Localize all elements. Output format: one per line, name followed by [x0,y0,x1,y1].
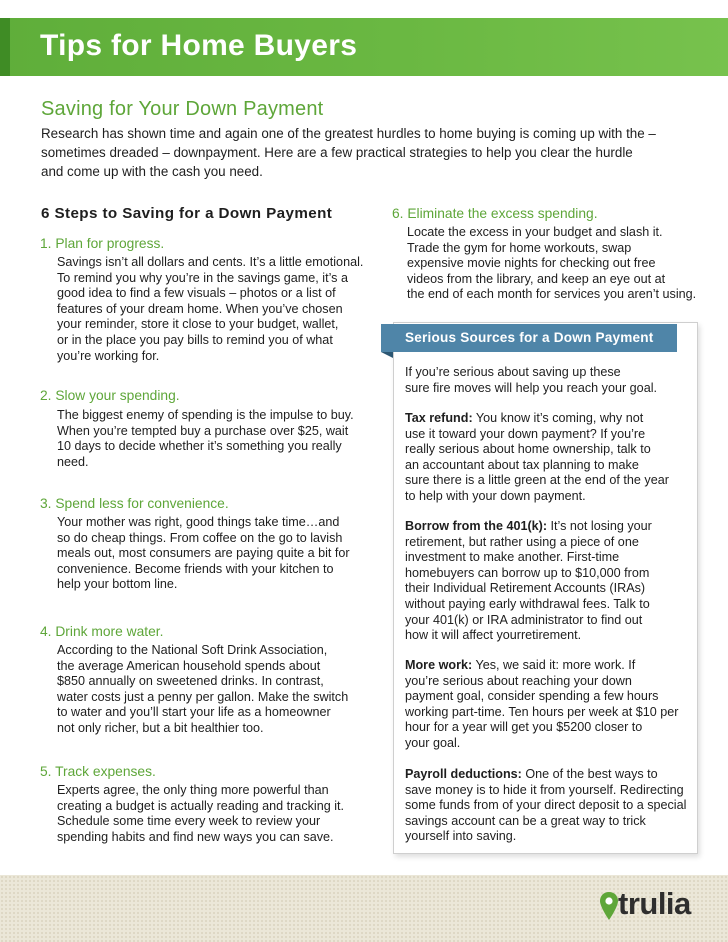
callout-item-label: Payroll deductions: [405,767,522,781]
step-title: 4. Drink more water. [40,624,164,639]
callout-item-text: Yes, we said it: more work. If [472,658,636,672]
step-line: meals out, most consumers are paying quite a bit for [57,546,350,561]
step-line: Your mother was right, good things take time…and [57,515,340,529]
step-line: convenience. Become friends with your kitchen to [57,561,334,576]
callout-line: your goal. [405,735,461,750]
callout-line: payment goal, consider spending a few hours [405,689,659,704]
step-body [57,643,375,737]
page-title: Tips for Home Buyers [40,29,358,62]
callout-line: investment to make another. First-time [405,550,620,565]
callout-line: savings account can be a great way to trick [405,813,646,828]
step-line: Schedule some time every week to review your [57,814,321,829]
callout-line: their Individual Retirement Accounts (IRAs) [405,581,646,596]
step-line: spending habits and find new ways you can save. [57,829,334,844]
step-line: Trade the gym for home workouts, swap [407,240,632,255]
callout-item-text: One of the best ways to [521,767,658,781]
callout-intro [405,365,697,396]
callout-item-payroll-deductions [405,767,697,845]
step-line: When you’re tempted buy a purchase over $25, wait [57,423,349,438]
step-line: to water and you’ll start your life as a homeowner [57,705,331,720]
step-line: Experts agree, the only thing more powerful than [57,783,329,797]
step-line: your reminder, store it close to your budget, wallet, [57,317,339,332]
trulia-logo[interactable] [598,886,698,926]
callout-title: Serious Sources for a Down Payment [405,330,654,345]
step-line: need. [57,454,89,469]
callout-line: homebuyers can borrow up to $10,000 from [405,565,650,580]
step-line: the average American household spends about [57,658,321,673]
callout-item-text: It’s not losing your [547,519,652,533]
callout-line: sure fire moves will help you reach your goal. [405,380,657,395]
callout-line: use it toward your down payment? If you’re [405,426,646,441]
step-body [407,225,722,303]
step-line: good idea to find a few visuals – photos or a list of [57,286,336,301]
callout-line: really serious about home ownership, talk to [405,442,651,457]
header-bar [0,18,728,76]
step-line: $850 annually on sweetened drinks. In contrast, [57,674,324,689]
callout-item-borrow-401k [405,519,697,644]
section-title: Saving for Your Down Payment [41,98,324,120]
callout-line: If you’re serious about saving up these [405,365,621,379]
callout-item-tax-refund [405,411,697,505]
callout-line: you’re serious about reaching your down [405,673,632,688]
step-line: According to the National Soft Drink Association, [57,643,328,657]
step-line: you’re working for. [57,348,160,363]
intro-line: and come up with the cash you need. [41,163,263,179]
step-body [57,255,375,364]
step-body [57,408,375,470]
callout-line: hour for a year will get you $5200 closer to [405,720,643,735]
callout-line: your 401(k) or IRA administrator to find out [405,612,643,627]
callout-line: save money is to hide it from yourself. Redirecting [405,782,684,797]
callout-item-text: You know it’s coming, why not [472,411,644,425]
steps-heading: 6 Steps to Saving for a Down Payment [41,205,333,222]
callout-item-more-work [405,658,697,752]
intro-paragraph [41,125,691,181]
callout-line: without paying early withdrawal fees. Talk to [405,596,650,611]
callout-line: working part-time. Ten hours per week at $10 per [405,704,679,719]
step-line: the end of each month for services you aren’t using. [407,287,697,302]
step-line: so do cheap things. From coffee on the go to lavish [57,530,343,545]
callout-line: how it will affect yourretirement. [405,628,582,643]
step-line: expensive movie nights for checking out free [407,256,656,271]
step-line: To remind you why you’re in the savings game, it’s a [57,270,348,285]
step-line: water costs just a penny per gallon. Make the switch [57,689,349,704]
step-line: creating a budget is actually reading and tracking it. [57,798,345,813]
map-pin-icon [598,890,620,924]
callout-line: sure there is a little green at the end of the year [405,473,669,488]
step-title: 3. Spend less for convenience. [40,496,229,511]
step-title: 5. Track expenses. [40,764,156,779]
callout-item-label: More work: [405,658,473,672]
step-line: Savings isn’t all dollars and cents. It’s a little emotional. [57,255,364,269]
step-body [57,515,375,593]
callout-item-label: Tax refund: [405,411,473,425]
callout-line: to help with your down payment. [405,488,586,503]
intro-line: sometimes dreaded – downpayment. Here are a few practical strategies to help you clear the hurdle [41,144,633,160]
step-line: help your bottom line. [57,577,178,592]
step-line: The biggest enemy of spending is the impulse to buy. [57,408,354,422]
step-title: 6. Eliminate the excess spending. [392,206,598,221]
callout-line: an accountant about tax planning to make [405,457,639,472]
callout-line: some funds from of your direct deposit to a special [405,798,687,813]
step-title: 2. Slow your spending. [40,388,180,403]
step-line: not only richer, but a bit healthier too. [57,720,264,735]
header-edge [0,18,10,76]
logo-text: trulia [618,886,691,921]
step-line: Locate the excess in your budget and slash it. [407,225,663,239]
step-title: 1. Plan for progress. [40,236,165,251]
callout-tab-notch [381,352,393,358]
step-line: videos from the library, and keep an eye out at [407,271,666,286]
callout-line: yourself into saving. [405,829,517,844]
callout-item-label: Borrow from the 401(k): [405,519,548,533]
step-line: 10 days to decide whether it’s something you really [57,439,342,454]
step-body [57,783,375,845]
callout-line: retirement, but rather using a piece of one [405,534,639,549]
step-line: or in the place you pay bills to remind you of what [57,332,333,347]
step-line: features of your dream home. When you’ve chosen [57,301,343,316]
intro-line: Research has shown time and again one of the greatest hurdles to home buying is coming up with the – [41,126,656,141]
